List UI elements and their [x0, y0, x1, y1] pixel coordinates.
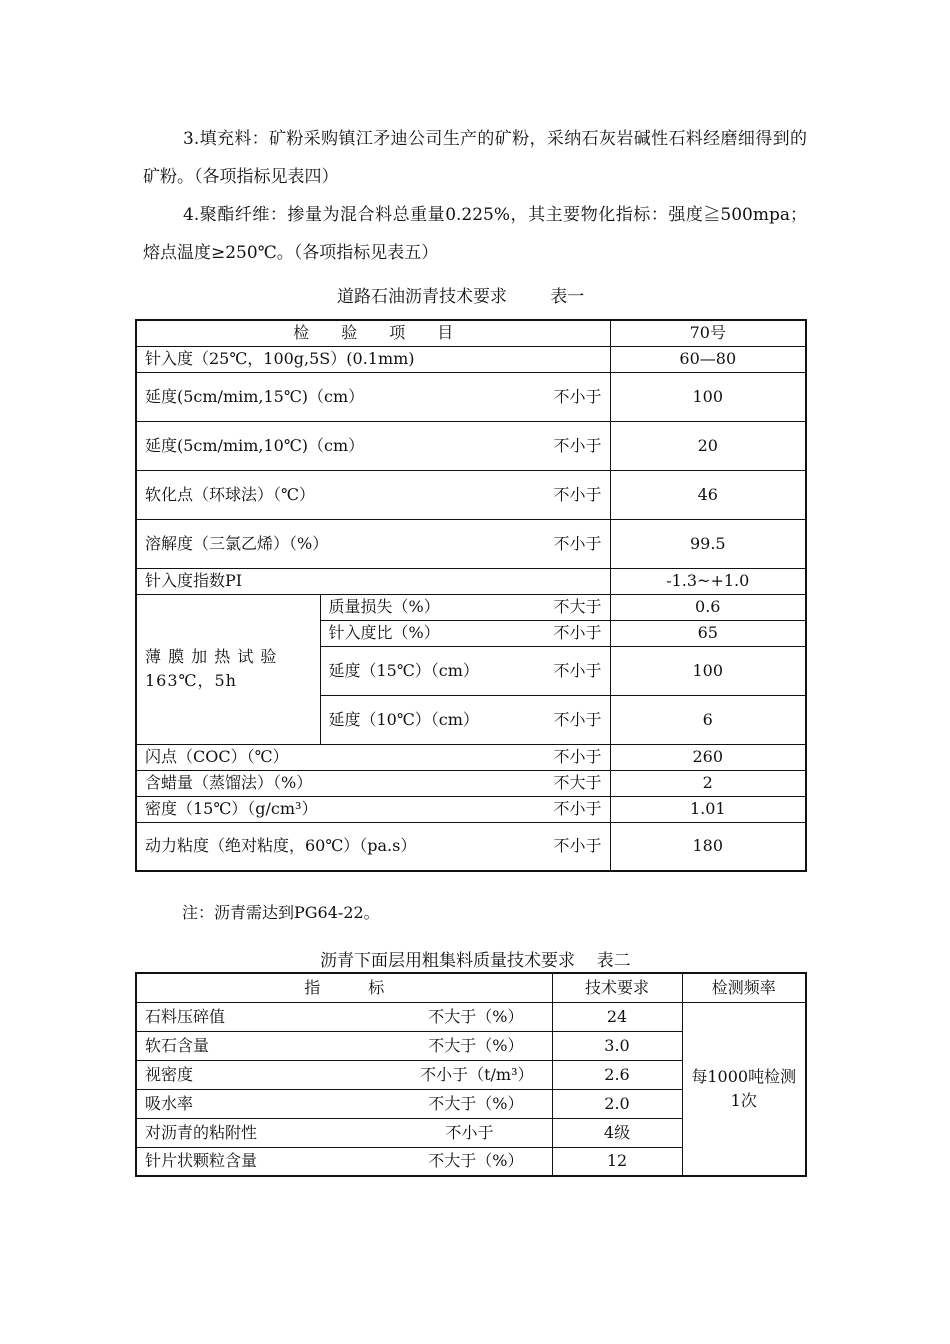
- row-value: 20: [610, 421, 806, 470]
- row-value: 100: [610, 646, 806, 695]
- row-name: 延度(5cm/mim,10℃)（cm） 不小于: [136, 421, 610, 470]
- row-name: 溶解度（三氯乙烯）（%） 不小于: [136, 519, 610, 568]
- row-name: 延度（15℃）（cm） 不小于: [320, 646, 610, 695]
- table-row: [136, 770, 806, 796]
- row-name: 延度（10℃）（cm） 不小于: [320, 695, 610, 744]
- row-value: 4级: [552, 1118, 682, 1147]
- table-row: [136, 519, 806, 568]
- table-row: [136, 1002, 806, 1031]
- row-name: 视密度 不小于（t/m³）: [136, 1060, 552, 1089]
- table1-header-item: 检 验 项 目: [136, 320, 610, 346]
- row-value: 24: [552, 1002, 682, 1031]
- row-name: 针片状颗粒含量 不大于（%）: [136, 1147, 552, 1176]
- table1-header-row: [136, 320, 806, 346]
- table-row: [136, 822, 806, 871]
- row-name: 含蜡量（蒸馏法）（%） 不大于: [136, 770, 610, 796]
- row-value: 2: [610, 770, 806, 796]
- asphalt-requirements-table: [135, 319, 807, 872]
- table-row: [136, 372, 806, 421]
- paragraph-fiber-text: 4.聚酯纤维：掺量为混合料总重量0.225%，其主要物化指标：强度≧500mpa；熔点温度≥250℃。（各项指标见表五）: [143, 205, 807, 263]
- row-value: 2.0: [552, 1089, 682, 1118]
- paragraph-filler: [143, 120, 807, 196]
- table1-caption: 道路石油沥青技术要求 表一: [337, 287, 585, 307]
- row-value: 1.01: [610, 796, 806, 822]
- row-value: 60—80: [610, 346, 806, 372]
- row-name: 针入度指数PI: [136, 568, 610, 594]
- row-name: 石料压碎值 不大于（%）: [136, 1002, 552, 1031]
- table2-header-freq: 检测频率: [682, 973, 806, 1002]
- row-name: 延度(5cm/mim,15℃)（cm） 不小于: [136, 372, 610, 421]
- row-value: -1.3~+1.0: [610, 568, 806, 594]
- row-name: 质量损失（%） 不大于: [320, 594, 610, 620]
- table1-header-value: 70号: [610, 320, 806, 346]
- table-row: [136, 568, 806, 594]
- row-name: 吸水率 不大于（%）: [136, 1089, 552, 1118]
- table1-note: 注：沥青需达到PG64-22。: [182, 903, 380, 922]
- table-row: [136, 796, 806, 822]
- table2-header-item: 指 标: [136, 973, 552, 1002]
- row-value: 6: [610, 695, 806, 744]
- table-row: [136, 346, 806, 372]
- film-heating-label: 薄 膜 加 热 试 验163℃，5h: [136, 594, 320, 744]
- row-name: 软石含量 不大于（%）: [136, 1031, 552, 1060]
- row-name: 闪点（COC）（℃） 不小于: [136, 744, 610, 770]
- row-value: 0.6: [610, 594, 806, 620]
- row-value: 65: [610, 620, 806, 646]
- row-name: 对沥青的粘附性 不小于: [136, 1118, 552, 1147]
- row-name: 密度（15℃）（g/cm³） 不小于: [136, 796, 610, 822]
- table-row: [136, 594, 806, 620]
- inspection-frequency: 每1000吨检测1次: [682, 1002, 806, 1176]
- row-value: 12: [552, 1147, 682, 1176]
- table-row: [136, 470, 806, 519]
- table2-header-req: 技术要求: [552, 973, 682, 1002]
- row-name: 软化点（环球法）（℃） 不小于: [136, 470, 610, 519]
- row-value: 100: [610, 372, 806, 421]
- paragraph-fiber: [143, 196, 807, 272]
- table-row: [136, 421, 806, 470]
- table2-header-row: [136, 973, 806, 1002]
- row-value: 2.6: [552, 1060, 682, 1089]
- table-row: [136, 744, 806, 770]
- row-value: 180: [610, 822, 806, 871]
- paragraph-filler-text: 3.填充料：矿粉采购镇江矛迪公司生产的矿粉，采纳石灰岩碱性石料经磨细得到的矿粉。（各项指标见表四）: [143, 129, 807, 187]
- aggregate-requirements-table: [135, 972, 807, 1177]
- row-name: 针入度比（%） 不小于: [320, 620, 610, 646]
- table2-caption: 沥青下面层用粗集料质量技术要求 表二: [320, 951, 631, 971]
- row-value: 46: [610, 470, 806, 519]
- row-value: 260: [610, 744, 806, 770]
- row-value: 99.5: [610, 519, 806, 568]
- row-name: 针入度（25℃，100g,5S）(0.1mm): [136, 346, 610, 372]
- row-name: 动力粘度（绝对粘度，60℃）（pa.s） 不小于: [136, 822, 610, 871]
- row-value: 3.0: [552, 1031, 682, 1060]
